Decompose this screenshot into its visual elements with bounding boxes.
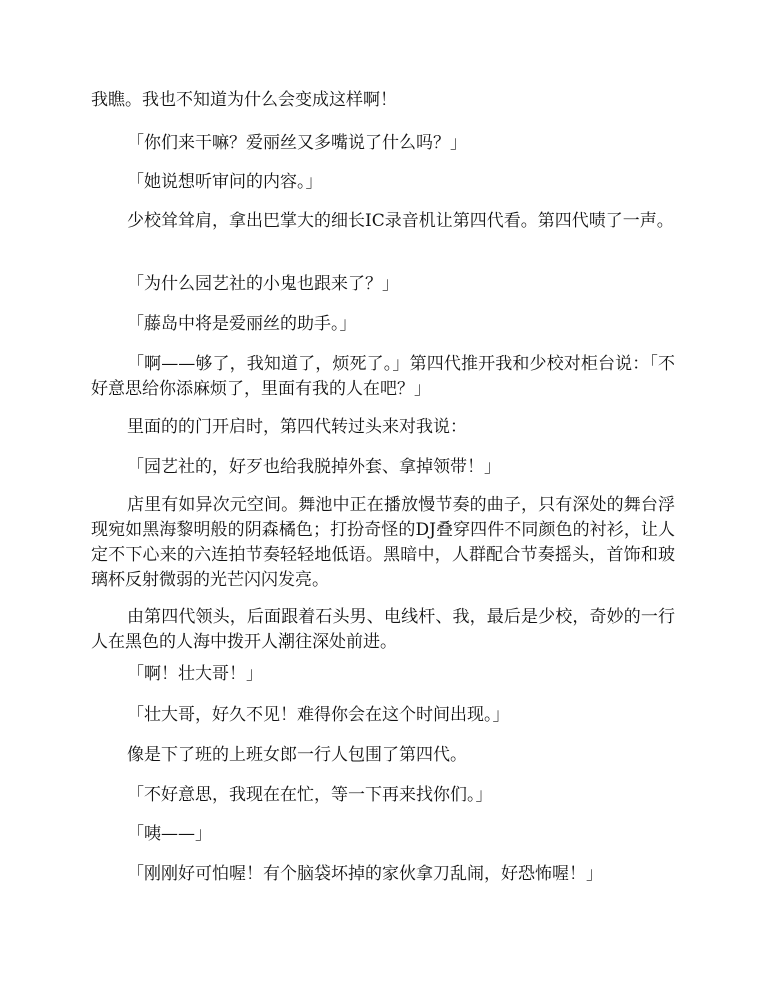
paragraph-1: 我瞧。我也不知道为什么会变成这样啊！: [91, 90, 397, 110]
paragraph-15: 「不好意思，我现在在忙，等一下再来找你们。」: [127, 785, 493, 805]
paragraph-17: 「刚刚好可怕喔！有个脑袋坏掉的家伙拿刀乱闹，好恐怖喔！」: [127, 864, 603, 884]
paragraph-8: 里面的的门开启时，第四代转过头来对我说：: [127, 417, 467, 437]
paragraph-7: 「啊——够了，我知道了，烦死了。」第四代推开我和少校对柜台说：「不好意思给你添麻烦了，里面有我的人在吧？」: [91, 354, 675, 399]
paragraph-14: 像是下了班的上班女郎一行人包围了第四代。: [127, 745, 467, 765]
paragraph-5: 「为什么园艺社的小鬼也跟来了？」: [127, 274, 399, 294]
paragraph-3: 「她说想听审问的内容。」: [127, 172, 323, 192]
paragraph-9: 「园艺社的，好歹也给我脱掉外套、拿掉领带！」: [127, 457, 501, 477]
paragraph-10: 店里有如异次元空间。舞池中正在播放慢节奏的曲子，只有深处的舞台浮现宛如黑海黎明般的阴森橘色；打扮奇怪的DJ叠穿四件不同颜色的衬衫，让人定不下心来的六连拍节奏轻轻地低语。黑暗中，人群配合节奏摇头，首饰和玻璃杯反射微弱的光芒闪闪发亮。: [91, 495, 675, 590]
paragraph-2: 「你们来干嘛？爱丽丝又多嘴说了什么吗？」: [127, 133, 467, 153]
paragraph-12: 「啊！壮大哥！」: [127, 664, 263, 684]
paragraph-16: 「咦——」: [127, 824, 212, 844]
paragraph-6: 「藤岛中将是爱丽丝的助手。」: [127, 314, 357, 334]
paragraph-4: 少校耸耸肩，拿出巴掌大的细长IC录音机让第四代看。第四代啧了一声。: [127, 211, 674, 231]
paragraph-11: 由第四代领头，后面跟着石头男、电线杆、我，最后是少校，奇妙的一行人在黑色的人海中拨开人潮往深处前进。: [91, 607, 675, 652]
paragraph-13: 「壮大哥，好久不见！难得你会在这个时间出现。」: [127, 705, 510, 725]
